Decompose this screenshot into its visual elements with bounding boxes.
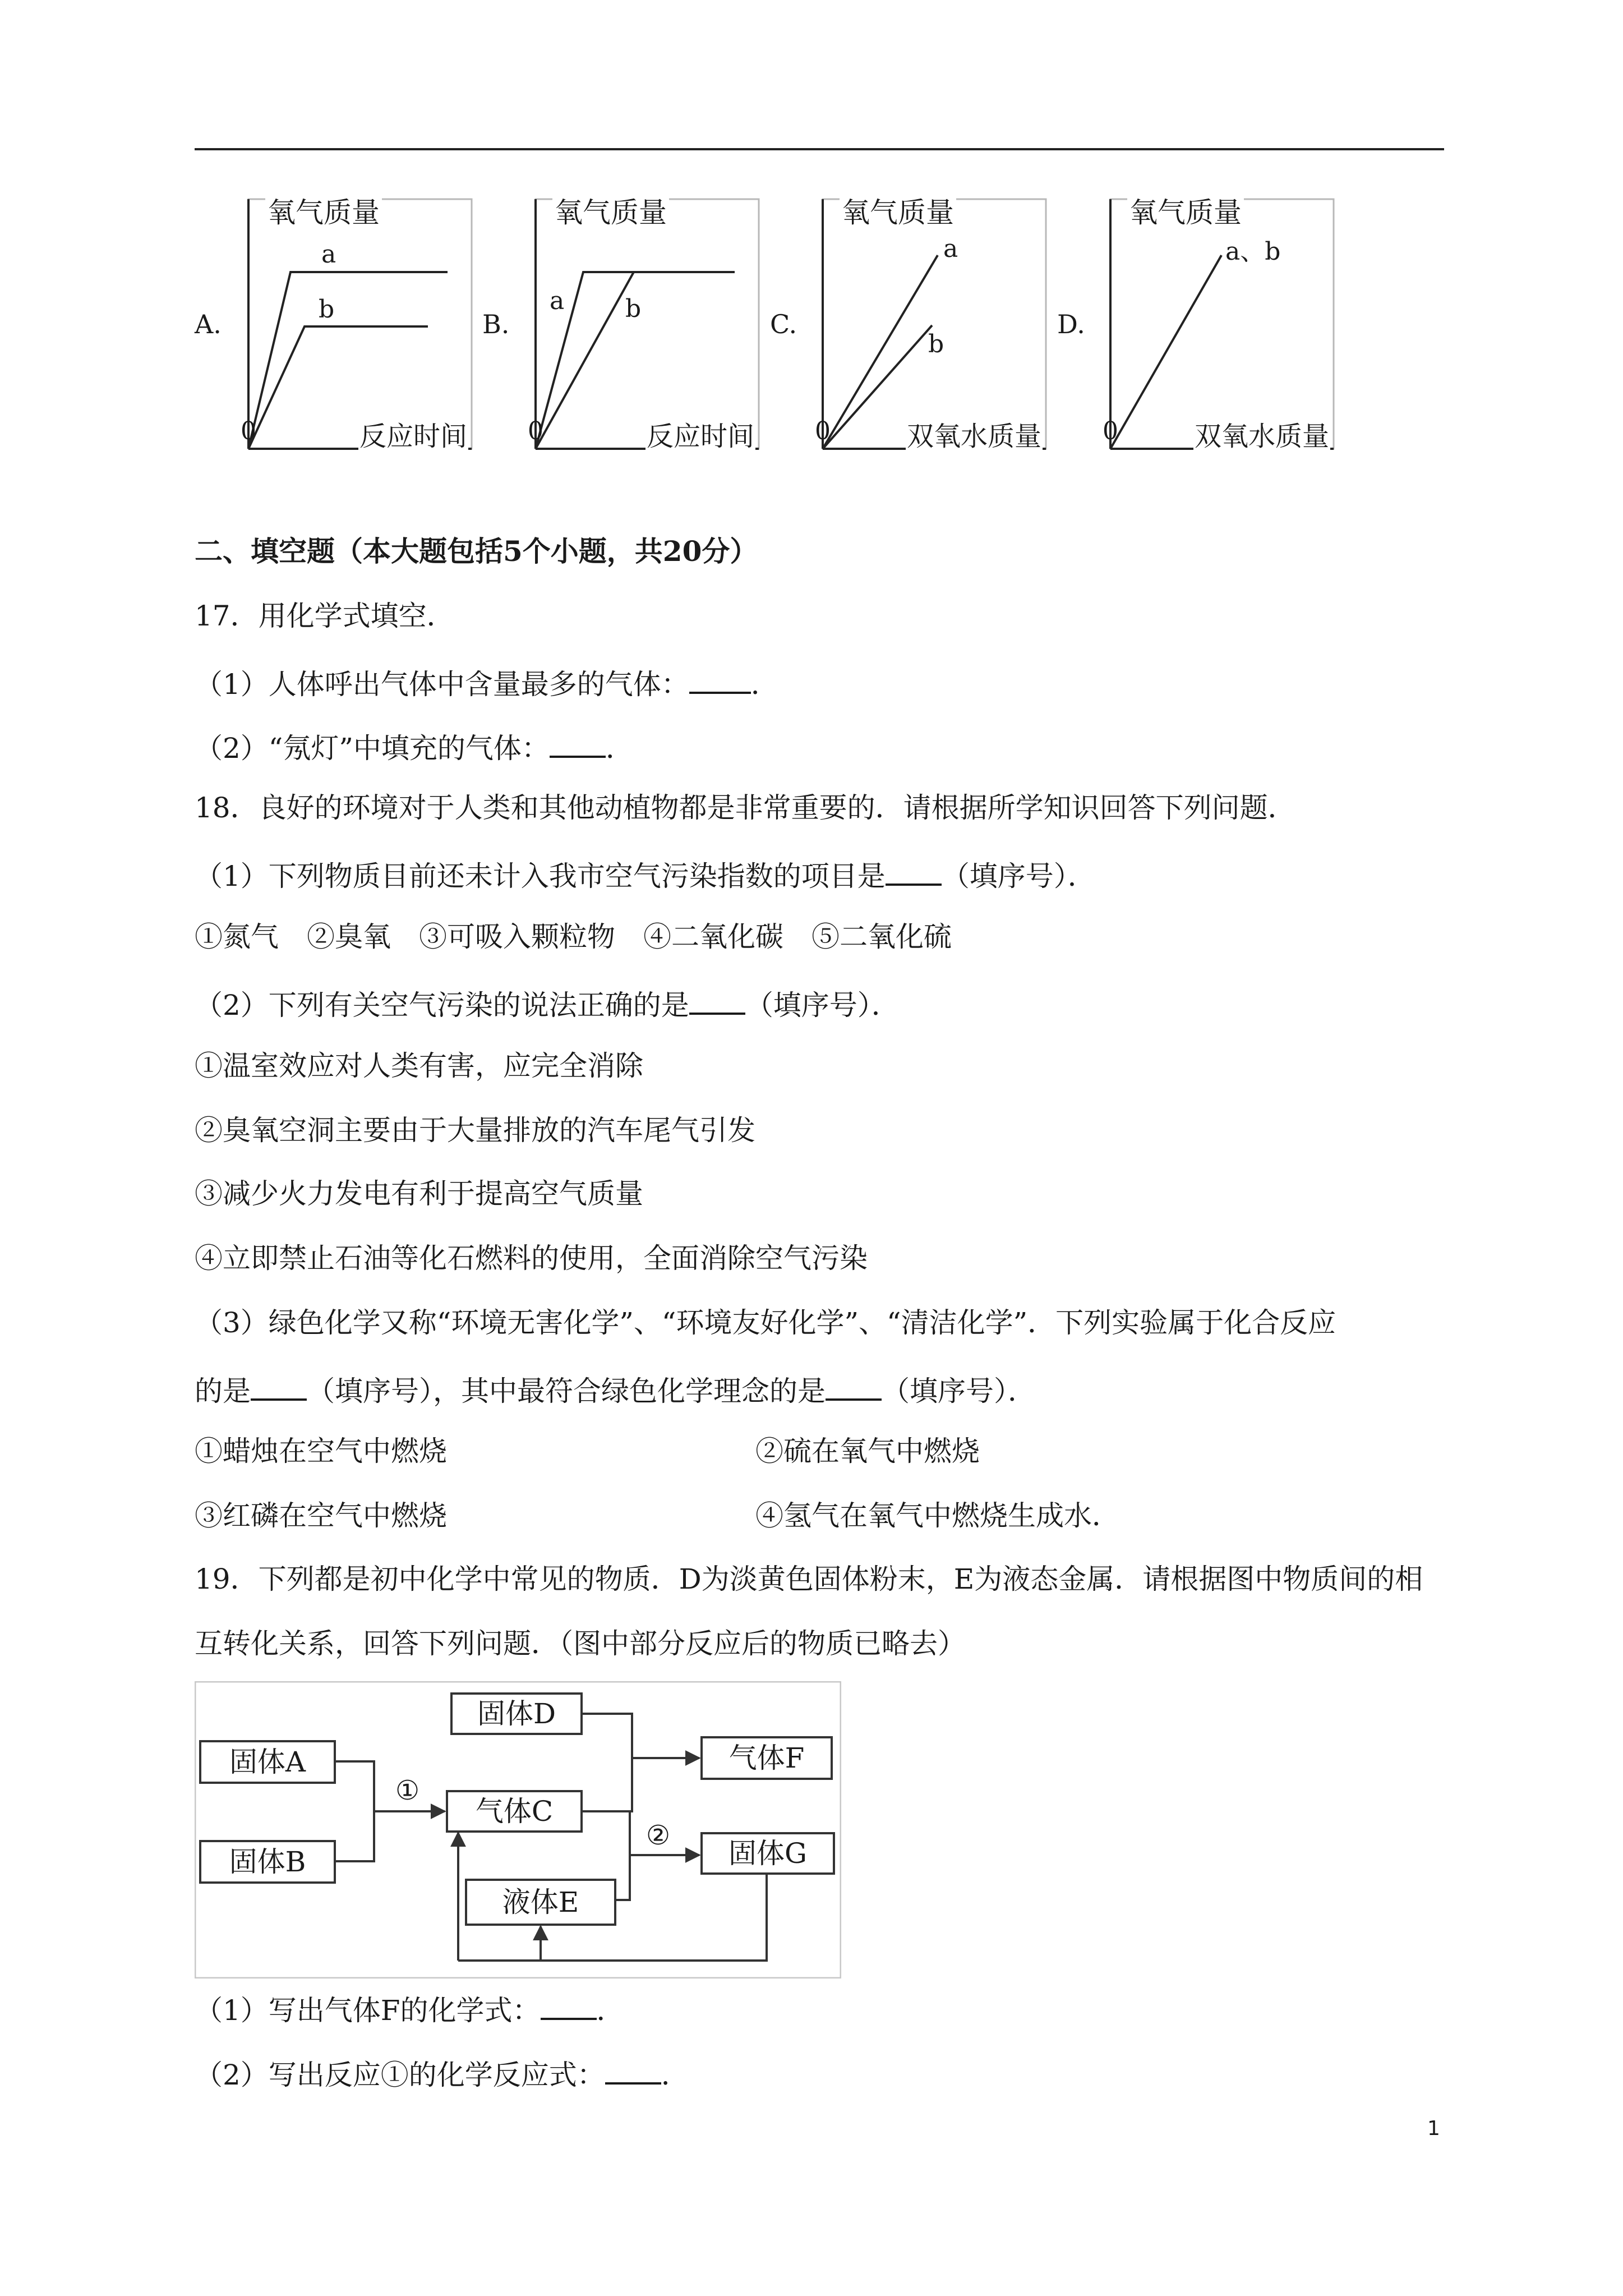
option-b-plot	[524, 194, 760, 457]
q17-part1-blank[interactable]	[689, 664, 751, 694]
option-a-letter: A.	[195, 309, 222, 339]
q18-part3-item-4: ④氢气在氧气中燃烧生成水．	[755, 1499, 1120, 1532]
option-a-series-b-label: b	[319, 295, 335, 324]
option-a-x-label: 反应时间	[359, 421, 467, 452]
q18-part3-text-a: 的是	[195, 1375, 251, 1407]
option-b-series-a-label: a	[550, 287, 565, 315]
q18-part2-item-2: ②臭氧空洞主要由于大量排放的汽车尾气引发	[195, 1114, 755, 1147]
curve-a	[823, 255, 938, 449]
q17-part2-text: （2）“氖灯”中填充的气体：	[195, 732, 550, 765]
q18-part2-item-3: ③减少火力发电有利于提高空气质量	[195, 1177, 643, 1210]
curve-ab	[1110, 255, 1221, 449]
q18-part1-text: （1）下列物质目前还未计入我市空气污染指数的项目是	[195, 860, 886, 892]
q19-stem-line2: 互转化关系，回答下列问题．（图中部分反应后的物质已略去）	[195, 1627, 966, 1660]
box-liquid-e: 液体E	[465, 1879, 616, 1926]
q19-part2-blank[interactable]	[605, 2054, 661, 2085]
option-c-graph	[811, 194, 1047, 457]
graph-frame	[1110, 199, 1334, 449]
q18-part3-blank-1[interactable]	[251, 1370, 307, 1401]
q17-part1-text: （1）人体呼出气体中含量最多的气体：	[195, 668, 689, 701]
q18-part3-item-3: ③红磷在空气中燃烧	[195, 1499, 447, 1532]
option-b-graph	[524, 194, 760, 457]
option-b-letter: B.	[482, 309, 510, 339]
q17-part2-end: ．	[605, 732, 634, 765]
option-c-y-label: 氧气质量	[840, 197, 956, 228]
option-a-origin: 0	[241, 417, 256, 445]
q18-part2-blank[interactable]	[689, 984, 745, 1015]
option-c-origin: 0	[815, 417, 831, 445]
option-d-series-ab-label: a、b	[1225, 237, 1281, 266]
option-a-graph	[237, 194, 473, 457]
q18-part3-text-c: （填序号）．	[882, 1375, 1036, 1407]
q17-part2-blank[interactable]	[550, 728, 606, 758]
box-solid-d: 固体D	[450, 1692, 583, 1735]
q17-part2	[195, 728, 634, 765]
option-d-graph	[1099, 194, 1335, 457]
box-solid-a: 固体A	[199, 1740, 336, 1784]
q17-stem: 17．用化学式填空．	[195, 600, 455, 632]
option-b-x-label: 反应时间	[646, 421, 754, 452]
option-d-plot	[1099, 194, 1335, 457]
option-d-x-label: 双氧水质量	[1194, 421, 1329, 452]
q18-part1-options: ①氮气 ②臭氧 ③可吸入颗粒物 ④二氧化碳 ⑤二氧化硫	[195, 921, 952, 953]
q19-part1-text: （1）写出气体F的化学式：	[195, 1994, 541, 2027]
q18-part2	[195, 984, 900, 1022]
q17-part1	[195, 664, 779, 701]
box-solid-g: 固体G	[700, 1832, 835, 1875]
q19-part2	[195, 2054, 689, 2092]
q18-part2-end: （填序号）．	[745, 989, 900, 1022]
q19-part2-text: （2）写出反应①的化学反应式：	[195, 2059, 605, 2091]
reaction-2-label: ②	[646, 1820, 671, 1851]
q19-part2-end: ．	[661, 2059, 689, 2091]
q18-part1-end: （填序号）．	[941, 860, 1096, 892]
q17-part1-end: ．	[750, 668, 779, 701]
option-c-x-label: 双氧水质量	[906, 421, 1041, 452]
option-c-series-a-label: a	[943, 234, 958, 263]
option-c-letter: C.	[770, 309, 797, 339]
option-b-origin: 0	[528, 417, 543, 445]
option-b-y-label: 氧气质量	[552, 197, 669, 228]
page-number: 1	[1427, 2117, 1440, 2140]
q18-part2-item-1: ①温室效应对人类有害，应完全消除	[195, 1050, 643, 1082]
q18-stem: 18．良好的环境对于人类和其他动植物都是非常重要的．请根据所学知识回答下列问题．	[195, 792, 1296, 824]
header-rule	[195, 148, 1444, 150]
q19-stem-line1: 19．下列都是初中化学中常见的物质．D为淡黄色固体粉末，E为液态金属．请根据图中物质间的相	[195, 1563, 1423, 1595]
option-a-series-a-label: a	[321, 240, 336, 269]
q18-part3-item-2: ②硫在氧气中燃烧	[755, 1435, 980, 1467]
q18-part3-blank-2[interactable]	[826, 1370, 882, 1401]
option-a-y-label: 氧气质量	[265, 197, 382, 228]
q18-part2-text: （2）下列有关空气污染的说法正确的是	[195, 989, 689, 1022]
option-d-letter: D.	[1057, 309, 1085, 339]
q19-flow-diagram	[195, 1681, 841, 1978]
option-d-y-label: 氧气质量	[1127, 197, 1244, 228]
option-c-plot	[811, 194, 1047, 457]
graph-frame	[248, 199, 472, 449]
q18-part3-text-b: （填序号），其中最符合绿色化学理念的是	[307, 1375, 826, 1407]
option-b-series-b-label: b	[625, 295, 642, 323]
q18-part1	[195, 855, 1096, 893]
q19-part1-end: ．	[596, 1994, 625, 2027]
box-gas-c: 气体C	[446, 1790, 583, 1833]
q18-part3-line1: （3）绿色化学又称“环境无害化学”、“环境友好化学”、“清洁化学”．下列实验属于化合反应	[195, 1306, 1336, 1339]
q19-part1	[195, 1990, 625, 2027]
reaction-1-label: ①	[395, 1775, 420, 1806]
option-d-origin: 0	[1103, 417, 1118, 445]
box-solid-b: 固体B	[199, 1840, 336, 1884]
q18-part3-line2	[195, 1370, 1036, 1408]
q18-part1-blank[interactable]	[886, 855, 942, 886]
option-c-series-b-label: b	[928, 330, 944, 358]
section-heading: 二、填空题（本大题包括5个小题，共20分）	[195, 535, 758, 568]
option-a-plot	[237, 194, 473, 457]
box-gas-f: 气体F	[700, 1736, 833, 1780]
q19-part1-blank[interactable]	[541, 1990, 597, 2020]
q18-part2-item-4: ④立即禁止石油等化石燃料的使用，全面消除空气污染	[195, 1242, 868, 1274]
q18-part3-item-1: ①蜡烛在空气中燃烧	[195, 1435, 447, 1467]
